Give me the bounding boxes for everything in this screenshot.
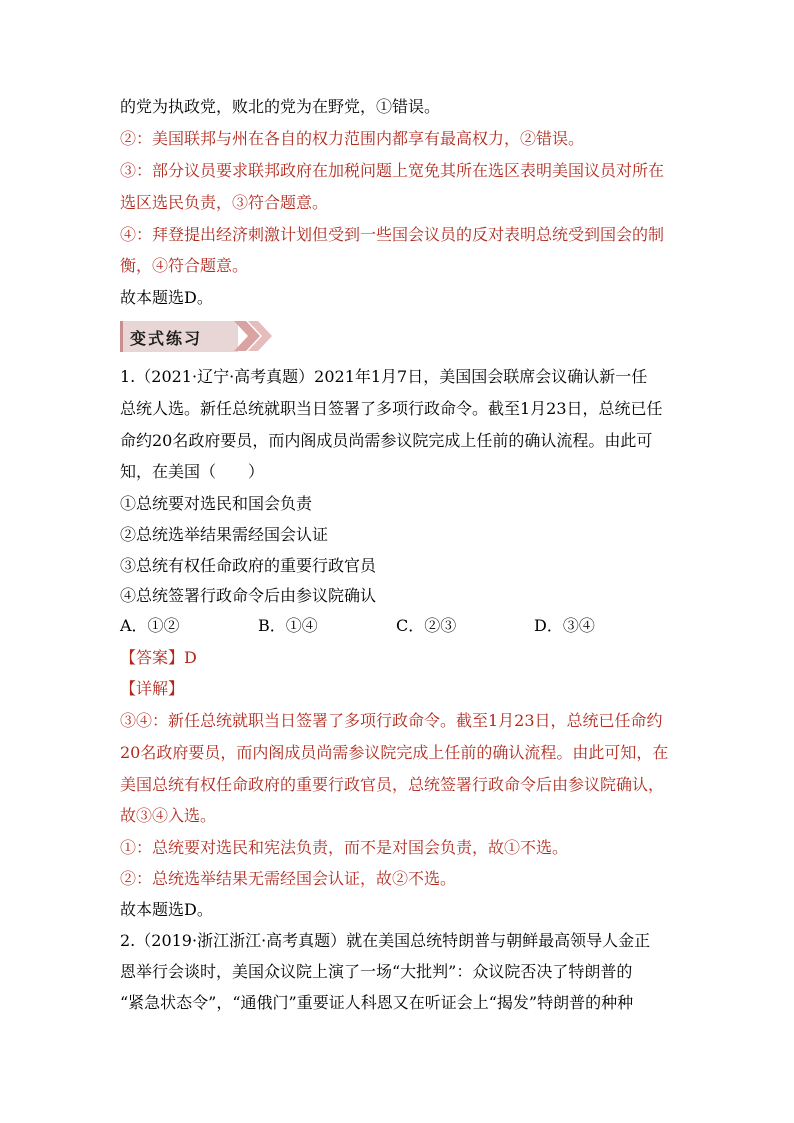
section-banner <box>120 319 280 353</box>
question-stem-line: “紧急状态令”，“通俄门”重要证人科恩又在听证会上“揭发”特朗普的种种 <box>120 993 634 1012</box>
banner-title: 变式练习 <box>130 329 203 348</box>
explanation-line: 的党为执政党，败北的党为在野党，①错误。 <box>120 97 441 116</box>
detail-header: 【详解】 <box>120 679 185 698</box>
question-stem-line: 1.（2021·辽宁·高考真题）2021年1月7日，美国国会联席会议确认新一任 <box>120 367 648 386</box>
chevron-right-icon <box>232 319 280 353</box>
explanation-line: 衡，④符合题意。 <box>120 256 249 275</box>
explanation-line: ③：部分议员要求联邦政府在加税问题上宽免其所在选区表明美国议员对所在 <box>120 161 665 180</box>
detail-line: 故③④入选。 <box>120 806 217 825</box>
answer-label: 【答案】D <box>120 648 197 667</box>
question-stem-line: 2.（2019·浙江浙江·高考真题）就在美国总统特朗普与朝鲜最高领导人金正 <box>120 931 651 950</box>
question-stem-line: 恩举行会谈时，美国众议院上演了一场“大批判”：众议院否决了特朗普的 <box>120 962 633 981</box>
detail-line: 美国总统有权任命政府的重要行政官员，总统签署行政命令后由参议院确认， <box>120 775 665 794</box>
detail-line: 20名政府要员，而内阁成员尚需参议院完成上任前的确认流程。由此可知，在 <box>120 743 669 762</box>
option-b: B．①④ <box>258 616 318 635</box>
statement-item: ②总统选举结果需经国会认证 <box>120 525 329 544</box>
statement-item: ①总统要对选民和国会负责 <box>120 494 313 513</box>
statement-item: ④总统签署行政命令后由参议院确认 <box>120 586 377 605</box>
detail-line: ①：总统要对选民和宪法负责，而不是对国会负责，故①不选。 <box>120 838 569 857</box>
option-c: C．②③ <box>396 616 457 635</box>
question-stem-line: 总统人选。新任总统就职当日签署了多项行政命令。截至1月23日，总统已任 <box>120 399 663 418</box>
explanation-line: ②：美国联邦与州在各自的权力范围内都享有最高权力，②错误。 <box>120 129 585 148</box>
question-stem-line: 命约20名政府要员，而内阁成员尚需参议院完成上任前的确认流程。由此可 <box>120 431 653 450</box>
answer-options <box>120 616 720 636</box>
explanation-line: ④：拜登提出经济刺激计划但受到一些国会议员的反对表明总统受到国会的制 <box>120 225 665 244</box>
option-a: A．①② <box>120 616 180 635</box>
explanation-line: 选区选民负责，③符合题意。 <box>120 193 329 212</box>
conclusion-line: 故本题选D。 <box>120 288 213 307</box>
detail-line: ②：总统选举结果无需经国会认证，故②不选。 <box>120 869 457 888</box>
conclusion-line: 故本题选D。 <box>120 900 213 919</box>
statement-item: ③总统有权任命政府的重要行政官员 <box>120 556 377 575</box>
option-d: D．③④ <box>534 616 595 635</box>
question-stem-line: 知，在美国（ ） <box>120 462 265 481</box>
detail-line: ③④：新任总统就职当日签署了多项行政命令。截至1月23日，总统已任命约 <box>120 711 663 730</box>
